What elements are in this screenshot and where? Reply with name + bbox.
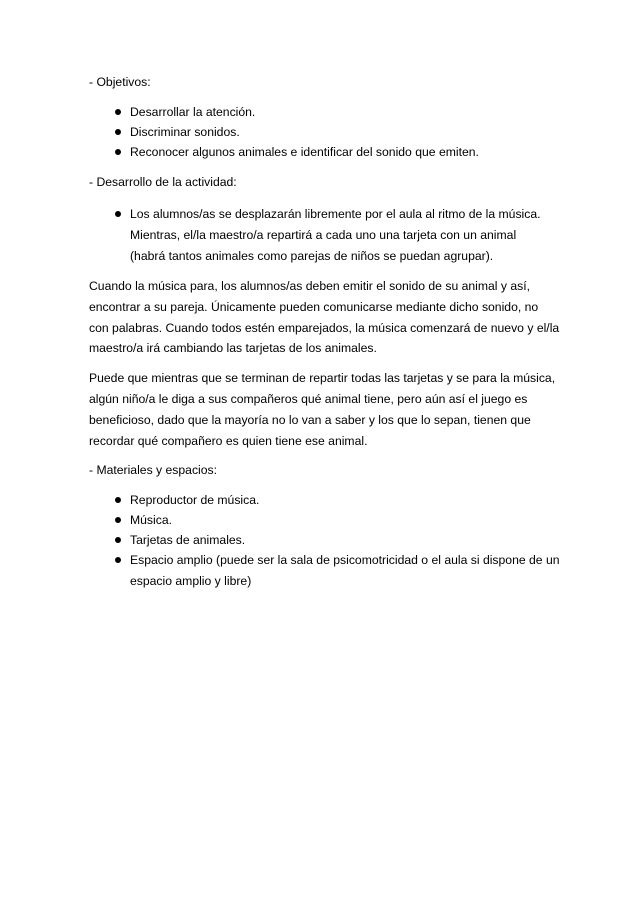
list-item: Reconocer algunos animales e identificar del sonido que emiten. (89, 142, 551, 162)
section-heading-objetivos: - Objetivos: (89, 75, 151, 89)
list-item: Desarrollar la atención. (89, 102, 551, 122)
paragraph-observacion: Puede que mientras que se terminan de repartir todas las tarjetas y se para la música, algún niño/a le diga a sus compañeros qué animal tiene, pero aún así el juego es beneficioso, dado que la mayoría no lo van a saber y los que lo sepan, tienen que recordar qué compañero es quien tiene ese animal. (89, 371, 556, 448)
section-heading-materiales: - Materiales y espacios: (89, 463, 218, 478)
bullet-icon (115, 497, 121, 503)
list-item: Los alumnos/as se desplazarán libremente por el aula al ritmo de la música. Mientras, el/la maestro/a repartirá a cada uno una tarjeta con un animal (habrá tantos animales como parejas de niños se puedan agrupar). (89, 204, 551, 267)
objetivos-list (89, 102, 551, 162)
bullet-icon (115, 517, 121, 523)
bullet-icon (115, 129, 121, 135)
bullet-icon (115, 149, 121, 155)
document-body (89, 72, 560, 602)
list-item: Reproductor de música. (89, 490, 551, 510)
desarrollo-list (89, 204, 551, 267)
list-item: Discriminar sonidos. (89, 122, 551, 142)
bullet-icon (115, 557, 121, 563)
bullet-icon (115, 211, 121, 217)
paragraph-reglas: Cuando la música para, los alumnos/as deben emitir el sonido de su animal y así, encontrar a su pareja. Únicamente pueden comunicarse mediante dicho sonido, no con palabras. Cuando todos estén emparejados, la música comenzará de nuevo y el/la maestro/a irá cambiando las tarjetas de los animales. (89, 279, 560, 356)
list-item: Tarjetas de animales. (89, 530, 551, 550)
list-item: Espacio amplio (puede ser la sala de psicomotricidad o el aula si dispone de un espacio amplio y libre) (89, 550, 551, 592)
bullet-icon (115, 109, 121, 115)
bullet-icon (115, 537, 121, 543)
section-heading-desarrollo: - Desarrollo de la actividad: (89, 175, 237, 189)
materiales-list (89, 490, 560, 592)
list-item: Música. (89, 510, 551, 530)
